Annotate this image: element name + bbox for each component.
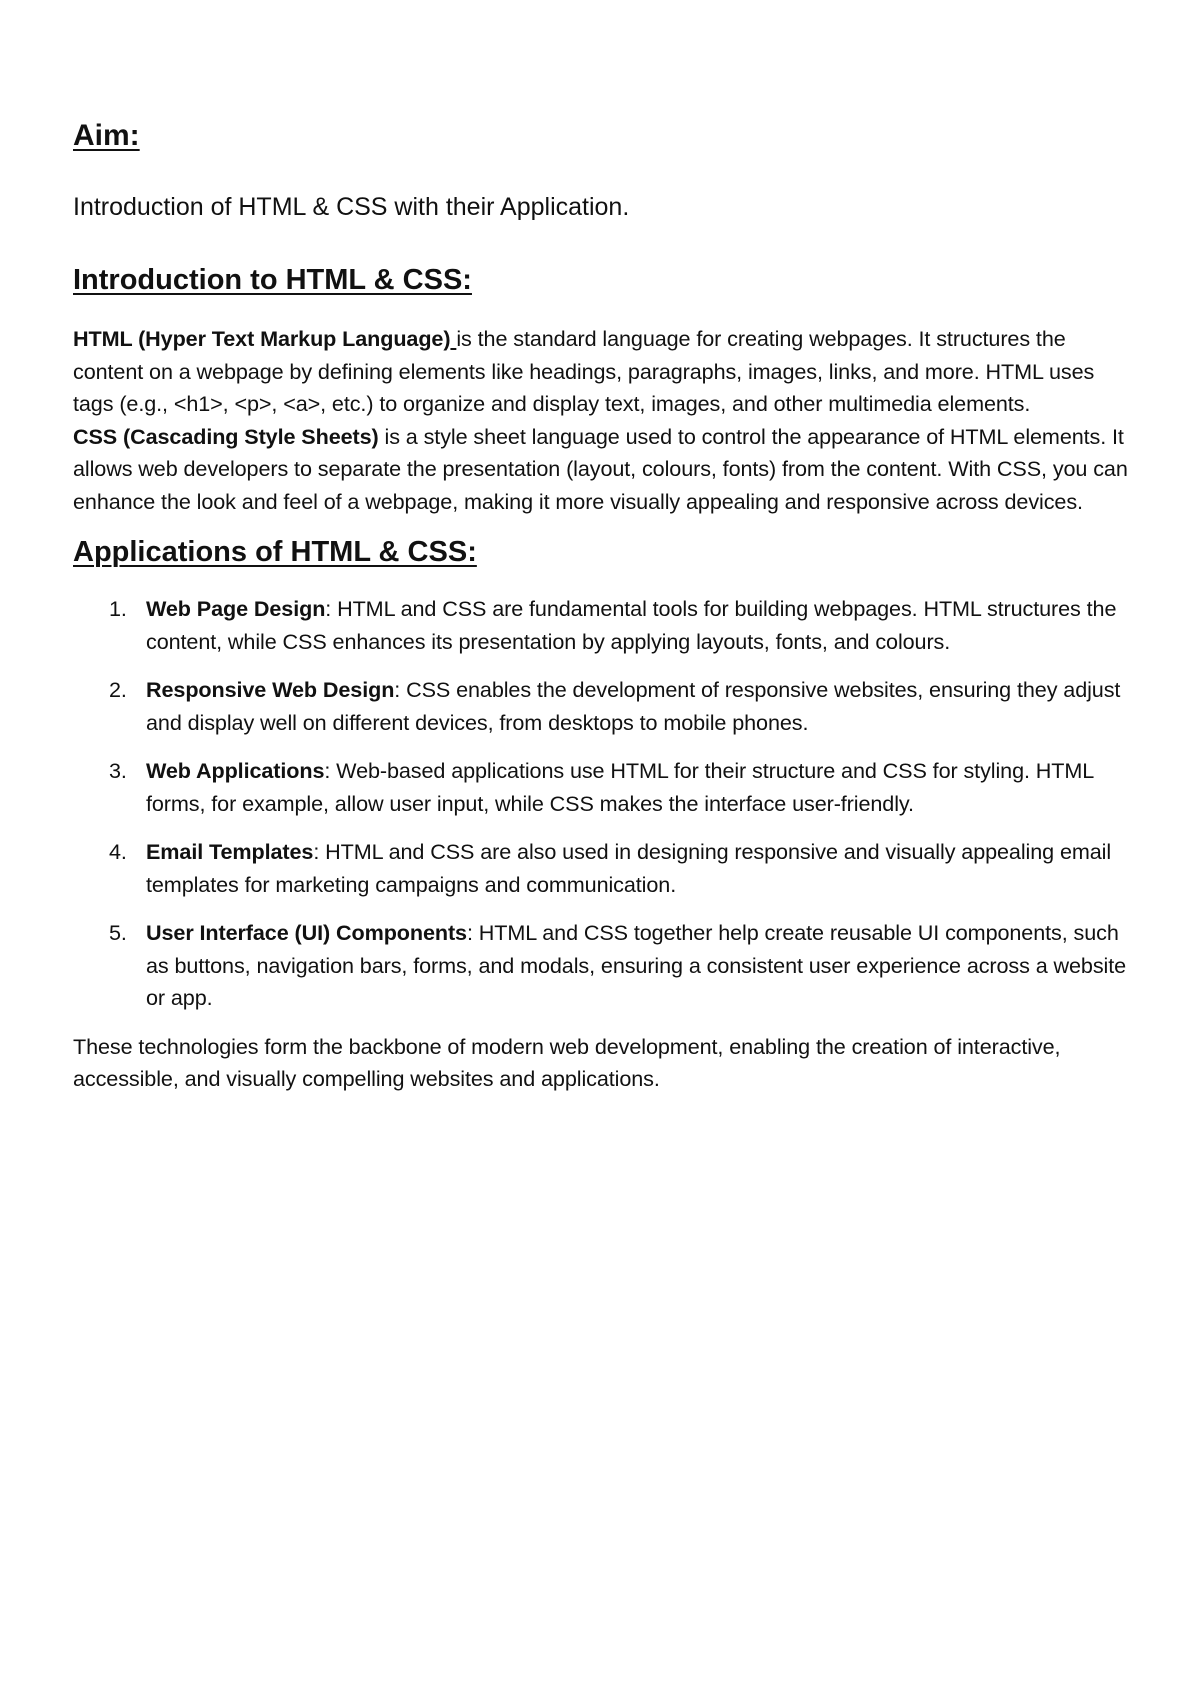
list-item-term: User Interface (UI) Components bbox=[146, 920, 467, 945]
css-description: is a style sheet language used to control the appearance of HTML elements. It allows web developers to separate the presentation (layout, colours, fonts) from the content. With CSS, you can enhance the look and feel of a webpage, making it more visually appealing and responsive across devices. bbox=[73, 423, 1128, 514]
list-item-description: : Web-based applications use HTML for their structure and CSS for styling. HTML forms, for example, allow user input, while CSS makes the interface user-friendly. bbox=[146, 758, 1094, 816]
aim-heading: Aim: bbox=[73, 119, 140, 152]
list-item-term: Email Templates bbox=[146, 839, 314, 864]
list-item-term: Web Applications bbox=[146, 758, 325, 783]
list-item-description: : HTML and CSS together help create reusable UI components, such as buttons, navigation bars, forms, and modals, ensuring a consistent user experience across a website or app. bbox=[146, 920, 1127, 1010]
intro-heading: Introduction to HTML & CSS: bbox=[73, 264, 472, 296]
css-term: CSS (Cascading Style Sheets) bbox=[73, 423, 379, 449]
list-item-term: Web Page Design bbox=[146, 596, 326, 621]
list-item-description: : HTML and CSS are also used in designing responsive and visually appealing email templates for marketing campaigns and communication. bbox=[146, 839, 1112, 897]
list-item-number: 5. bbox=[109, 920, 127, 945]
html-term: HTML (Hyper Text Markup Language) bbox=[73, 326, 451, 351]
list-item-number: 2. bbox=[109, 677, 127, 702]
closing-paragraph: These technologies form the backbone of modern web development, enabling the creation of interactive, accessible, and visually compelling websites and applications. bbox=[73, 1033, 1061, 1091]
document-page bbox=[73, 118, 1133, 1096]
html-description: is the standard language for creating webpages. It structures the content on a webpage by defining elements like headings, paragraphs, images, links, and more. HTML uses tags (e.g., <h1>, <p>, <a>, etc.) to organize and display text, images, and other multimedia elements. bbox=[73, 326, 1095, 416]
list-item-number: 1. bbox=[109, 596, 127, 621]
list-item bbox=[73, 755, 1133, 820]
list-item-description: : HTML and CSS are fundamental tools for building webpages. HTML structures the content, while CSS enhances its presentation by applying layouts, fonts, and colours. bbox=[146, 596, 1117, 654]
css-definition bbox=[73, 421, 1133, 519]
list-item bbox=[73, 917, 1133, 1015]
applications-list bbox=[73, 593, 1133, 1015]
list-item-number: 4. bbox=[109, 839, 127, 864]
list-item-number: 3. bbox=[109, 758, 127, 783]
applications-heading: Applications of HTML & CSS: bbox=[73, 536, 477, 568]
list-item bbox=[73, 674, 1133, 739]
list-item bbox=[73, 836, 1133, 901]
aim-text: Introduction of HTML & CSS with their Application. bbox=[73, 193, 630, 221]
list-item bbox=[73, 593, 1133, 658]
list-item-description: : CSS enables the development of responsive websites, ensuring they adjust and display well on different devices, from desktops to mobile phones. bbox=[146, 677, 1121, 735]
list-item-term: Responsive Web Design bbox=[146, 677, 395, 702]
intro-section bbox=[73, 323, 1133, 518]
html-definition bbox=[73, 323, 1133, 421]
